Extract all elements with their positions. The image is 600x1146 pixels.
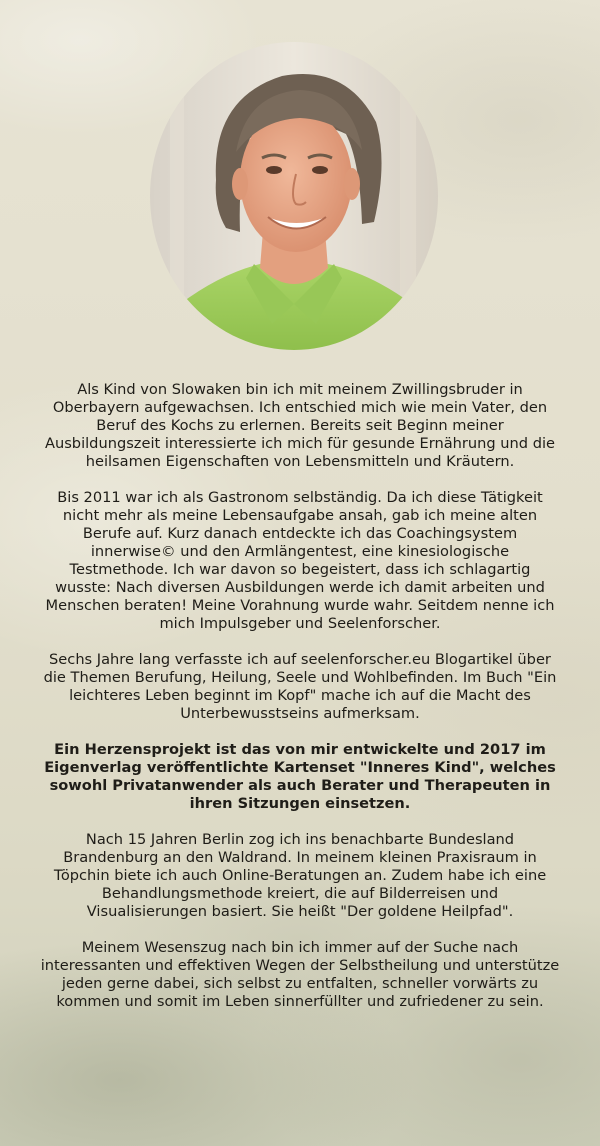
bio-paragraph-career: Bis 2011 war ich als Gastronom selbständig. Da ich diese Tätigkeit nicht mehr als meine Lebensaufgabe ansah, gab ich meine alten Berufe auf. Kurz danach entdeckte ich das Coachingsystem innerwise© und den Armlängentest, eine kinesiologische Testmethode. Ich war davon so begeistert, dass ich schlagartig wusste: Nach diversen Ausbildungen werde ich damit arbeiten und Menschen beraten! Meine Vorahnung wurde wahr. Seitdem nenne ich mich Impulsgeber und Seelenforscher. [45,489,555,632]
bio-paragraph-mission: Meinem Wesenszug nach bin ich immer auf der Suche nach interessanten und effektiven Wegen der Selbstheilung und unterstütze jeden gerne dabei, sich selbst zu entfalten, schneller vorwärts zu kommen und somit im Leben sinnerfüllter und zufriedener zu sein. [40,939,560,1010]
bio-paragraph-brandenburg: Nach 15 Jahren Berlin zog ich ins benachbarte Bundesland Brandenburg an den Waldrand. In meinem kleinen Praxisraum in Töpchin biete ich auch Online-Beratungen an. Zudem habe ich eine Behandlungsmethode kreiert, die auf Bilderreisen und Visualisierungen basiert. Sie heißt "Der goldene Heilpfad". [53,831,547,920]
bio-paragraph-blog: Sechs Jahre lang verfasste ich auf seelenforscher.eu Blogartikel über die Themen Berufung, Heilung, Seele und Wohlbefinden. Im Buch "Ein leichteres Leben beginnt im Kopf" mache ich auf die Macht des Unterbewusstseins aufmerksam. [43,651,557,722]
bio-paragraph-childhood: Als Kind von Slowaken bin ich mit meinem Zwillingsbruder in Oberbayern aufgewachsen. Ich entschied mich wie mein Vater, den Beruf des Kochs zu erlernen. Bereits seit Beginn meiner Ausbildungszeit interessierte ich mich für gesunde Ernährung und die heilsamen Eigenschaften von Lebensmitteln und Kräutern. [44,381,556,470]
bio-paragraph-card-set: Ein Herzensprojekt ist das von mir entwickelte und 2017 im Eigenverlag veröffentlichte Kartenset "Inneres Kind", welches sowohl Privatanwender als auch Berater und Therapeuten in ihren Sitzungen einsetzen. [44,741,556,812]
profile-photo [150,42,438,350]
biography-text [40,381,560,1029]
portrait-photo-icon [150,42,438,350]
